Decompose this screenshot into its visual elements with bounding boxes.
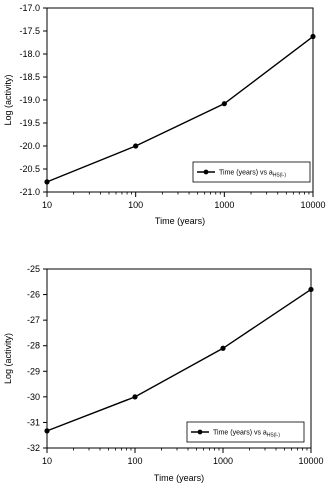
y-axis-label: Log (activity) bbox=[3, 74, 13, 126]
plot-frame bbox=[47, 269, 311, 448]
legend-label-main: Time (years) vs a bbox=[213, 429, 267, 437]
legend-marker bbox=[204, 170, 209, 175]
y-tick-label: -29 bbox=[26, 366, 40, 377]
y-tick-label: -31 bbox=[26, 417, 40, 428]
y-tick-label: -19.0 bbox=[19, 95, 40, 105]
legend-marker bbox=[198, 430, 203, 435]
x-tick-label: 10000 bbox=[298, 456, 324, 466]
data-point bbox=[44, 179, 49, 184]
legend-label-subscript: HS(l-) bbox=[272, 172, 286, 179]
data-point bbox=[220, 346, 225, 351]
x-axis-label: Time (years) bbox=[154, 216, 206, 226]
x-tick-label: 10 bbox=[41, 200, 53, 210]
chart-1 bbox=[3, 3, 326, 226]
y-tick-label: -27 bbox=[26, 315, 40, 326]
data-point bbox=[222, 101, 227, 106]
data-point bbox=[44, 428, 49, 433]
data-point bbox=[308, 287, 313, 292]
x-tick-label: 1000 bbox=[214, 200, 235, 210]
y-tick-label: -32 bbox=[26, 443, 40, 453]
x-axis-label: Time (years) bbox=[153, 473, 205, 483]
chart-2 bbox=[3, 264, 324, 483]
y-tick-label: -20.5 bbox=[19, 164, 40, 174]
y-tick-label: -30 bbox=[26, 391, 40, 402]
y-tick-label: -28 bbox=[26, 340, 40, 351]
data-point bbox=[133, 143, 138, 148]
series-line bbox=[47, 37, 313, 182]
y-tick-label: -18.0 bbox=[19, 49, 40, 59]
y-tick-label: -20.0 bbox=[19, 141, 40, 151]
y-tick-label: -25 bbox=[26, 264, 40, 274]
y-tick-label: -18.5 bbox=[19, 72, 40, 82]
data-point bbox=[310, 34, 315, 39]
legend-label-subscript: HS(l-) bbox=[266, 432, 280, 439]
series-line bbox=[47, 289, 311, 430]
y-tick-label: -21.0 bbox=[19, 187, 40, 197]
y-tick-label: -17.0 bbox=[19, 3, 40, 13]
x-tick-label: 100 bbox=[127, 456, 143, 466]
x-tick-label: 10 bbox=[41, 456, 53, 466]
y-tick-label: -19.5 bbox=[19, 118, 40, 128]
y-tick-label: -26 bbox=[26, 289, 40, 300]
legend-label-main: Time (years) vs a bbox=[219, 169, 273, 177]
x-tick-label: 10000 bbox=[300, 200, 326, 210]
y-tick-label: -17.5 bbox=[19, 26, 40, 36]
data-point bbox=[132, 394, 137, 399]
y-axis-label: Log (activity) bbox=[3, 332, 13, 385]
x-tick-label: 1000 bbox=[212, 456, 234, 466]
x-tick-label: 100 bbox=[128, 200, 144, 210]
